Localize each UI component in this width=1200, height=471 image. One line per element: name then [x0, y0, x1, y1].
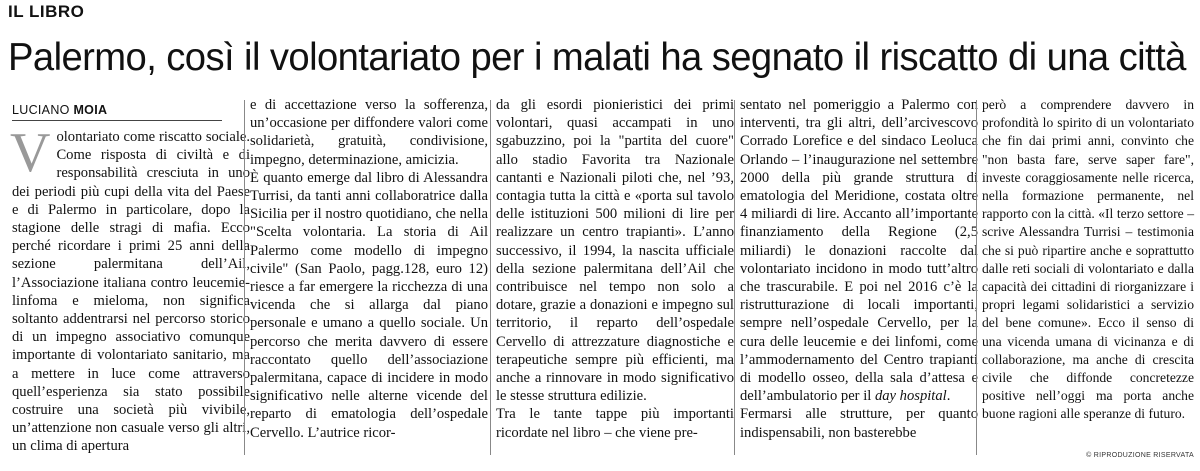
article-column-4 [740, 96, 978, 442]
column-2-text: e di accettazione verso la sofferenza, un’occasione per diffondere valori come solidarietà, gratuità, condivisione, impegno, determinazione, amicizia. È quanto emerge dal libro di Alessandra Turrisi, da tanti anni collaboratrice dalla Sicilia per il nostro quotidiano, che nella "Scelta volontaria. La storia di Ail Palermo come modello di impegno civile" (San Paolo, pagg.128, euro 12) riesce a far emergere la ricchezza di una vicenda che si allarga dal piano personale e umano a quello sociale. Un percorso che merita davvero di essere raccontato quello dell’associazione palermitana, capace di incidere in modo significativo nelle alterne vicende del reparto di ematologia dell’ospedale Cervello. L’autrice ricor- [250, 97, 488, 441]
column-divider [490, 100, 491, 455]
column-divider [976, 100, 977, 455]
column-4-italic: day hospital [874, 388, 947, 405]
article-column-1 [10, 122, 250, 456]
byline-rule [12, 120, 222, 121]
article-column-3 [496, 96, 734, 442]
drop-cap: V [10, 122, 51, 184]
column-4-text-a: sentato nel pomeriggio a Palermo con interventi, tra gli altri, dell’arcivescovo Corrado Lorefice e del sindaco Leoluca Orlando – l’inaugurazione nel settembre 2000 della più grande struttura di ematologia del Meridione, costata oltre 4 miliardi di lire. Accanto all’importante finanziamento della Regione (2,5 miliardi) le donazioni raccolte dal volontariato incidono in modo tutt’altro che trascurabile. E poi nel 2016 c’è la ristrutturazione di locali importanti, sempre nell’ospedale Cervello, per la cura delle leucemie e dei linfomi, come l’ammodernamento del Centro trapianti di modello osseo, della sala d’attesa e dell’ambulatorio per il [740, 97, 978, 405]
article-column-5 [982, 96, 1194, 424]
article-column-2 [250, 96, 488, 442]
column-divider [244, 100, 245, 455]
column-1-text: olontariato come riscatto sociale. Come risposta di civiltà e di responsabilità cresciuta in uno dei periodi più cupi della vita del Paese e di Palermo in particolare, dopo la stagione delle stragi di mafia. Ecco perché ricordare i primi 25 anni della sezione palermitana dell’Ail, l’Associazione italiana contro leucemie-linfoma e mieloma, non significa soltanto addentrarsi nel percorso storico di un impegno associativo comunque importante di volontariato sanitario, ma a mettere in luce come attraverso quell’esperienza sia stato possibile costruire una società più vivibile, un’attenzione non casuale verso gli altri, un clima di apertura [12, 129, 250, 455]
copyright-notice: © RIPRODUZIONE RISERVATA [1086, 452, 1194, 459]
column-3-text: da gli esordi pionieristici dei primi volontari, quasi accampati in uno sgabuzzino, poi la "partita del cuore" allo stadio Favorita tra Nazionale cantanti e Nazionali piloti che, nel ’93, contagia tutta la città e «porta sul tavolo delle istituzioni 500 milioni di lire per realizzare un centro trapianti». L’anno successivo, il 1994, la nascita ufficiale della sezione palermitana dell’Ail che contribuisce nel tempo non solo a dotare, grazie a donazioni e impegno sul territorio, il reparto dell’ospedale Cervello di attrezzature diagnostiche e terapeutiche sempre più efficienti, ma anche a rinnovare in modo significativo le stesse struttura edilizie. Tra le tante tappe più importanti ricordate nel libro – che viene pre- [496, 97, 734, 441]
section-label: IL LIBRO [8, 2, 85, 21]
column-5-text: però a comprendere davvero in profondità lo spirito di un volontariato che fin dai primi anni, convinto che "non basta fare, serve saper fare", investe coraggiosamente nelle ricerca, nella formazione permanente, nel rapporto con la città. «Il terzo settore – scrive Alessandra Turrisi – testimonia che si può ripartire anche e soprattutto dalle reti sociali di volontariato e dalla capacità dei cittadini di riorganizzare i propri legami solidaristici a servizio del bene comune». Ecco il senso di una vicenda umana di vicinanza e di collaborazione, ma anche di crescita civile che diffonde concretezze positive nell’oggi ma porta anche buone ragioni alle speranze di futuro. [982, 97, 1194, 422]
column-4-text-b: . Fermarsi alle strutture, per quanto indispensabili, non basterebbe [740, 388, 978, 441]
headline: Palermo, così il volontariato per i malati ha segnato il riscatto di una città [8, 36, 1186, 79]
column-divider [734, 100, 735, 455]
byline [12, 103, 107, 117]
byline-first-name: LUCIANO [12, 103, 70, 117]
byline-last-name: MOIA [73, 103, 108, 117]
